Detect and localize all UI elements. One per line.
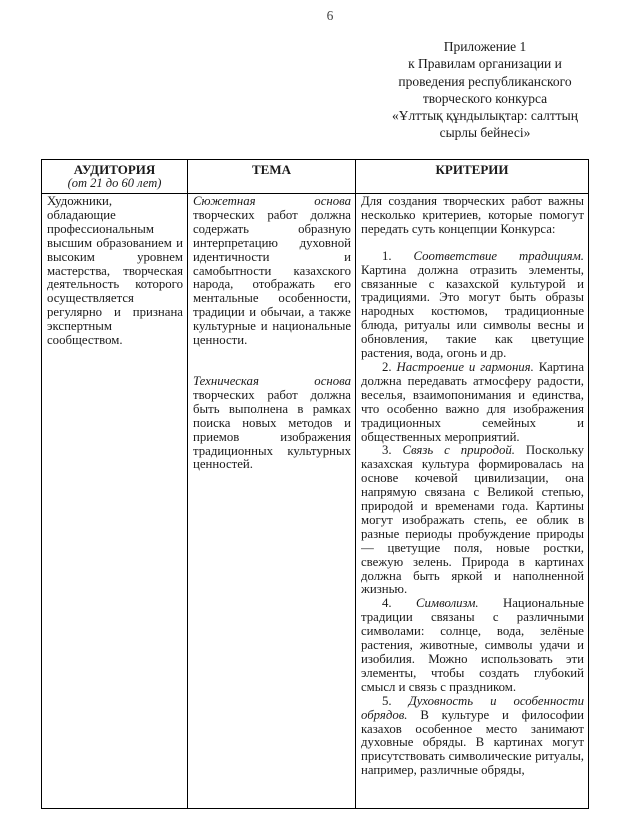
theme-paragraph-text: творческих работ должна быть выполнена в рамках поиска новых методов и приемов изображения традиционных культурных ценностей.	[193, 387, 351, 472]
criteria-cell-content	[361, 195, 584, 808]
criteria-intro: Для создания творческих работ важны несколько критериев, которые помогут передать суть концепции Конкурса:	[361, 195, 584, 236]
criteria-item-number: 4.	[382, 596, 392, 611]
criteria-item	[361, 695, 584, 778]
theme-paragraph-lead: Техническая основа	[193, 373, 351, 388]
appendix-line: к Правилам организации и	[408, 56, 562, 72]
column-header-criteria	[356, 160, 589, 194]
theme-paragraph-lead: Сюжетная основа	[193, 195, 351, 208]
audience-cell-content	[47, 195, 183, 808]
criteria-item-text: Поскольку казахская культура формировалась на основе кочевой цивилизации, она напрямую связана с Великой степью, природой и временами года. Картины могут изображать степь, ее облик в разные периоды пробуждение природы — цветущие поля, новые ростки, свежую зелень. Природа в картинах должна быть яркой и наполненной жизнью.	[361, 443, 584, 597]
criteria-item-lead: Символизм.	[416, 596, 479, 611]
criteria-item-text: В культуре и философии казахов особенное место занимают духовные обряды. В картинах могут присутствовать символические ритуалы, например, различные обряды,	[361, 707, 584, 778]
theme-cell	[188, 194, 356, 809]
criteria-item	[361, 361, 584, 444]
criteria-item	[361, 597, 584, 694]
criteria-item-lead: Настроение и гармония.	[396, 359, 534, 374]
criteria-cell	[356, 194, 589, 809]
theme-paragraph	[193, 375, 351, 472]
criteria-item	[361, 444, 584, 597]
column-header-title: АУДИТОРИЯ	[73, 162, 156, 177]
theme-cell-content	[193, 195, 351, 808]
audience-text: Художники, обладающие профессиональным высшим образованием и высоким уровнем мастерства, творческая деятельность которого осуществляется регулярно и признана экспертным сообществом.	[47, 195, 183, 348]
appendix-line: проведения республиканского	[398, 73, 572, 89]
contest-criteria-table	[41, 159, 589, 809]
criteria-item	[361, 250, 584, 361]
column-header-subtitle: (от 21 до 60 лет)	[67, 176, 162, 190]
criteria-item-lead: Духовность и особенности обрядов.	[361, 693, 584, 722]
column-header-theme	[188, 160, 356, 194]
table-body-row	[42, 194, 589, 809]
column-header-title: ТЕМА	[252, 162, 291, 177]
criteria-item-number: 2.	[382, 359, 392, 374]
criteria-item-number: 1.	[382, 248, 392, 263]
criteria-item-text: Картина должна передавать атмосферу радости, веселья, взаимопонимания и единства, что особенно важно для изображения традиционных семейных и общественных мероприятий.	[361, 359, 584, 444]
page-number: 6	[326, 8, 334, 23]
appendix-line: сырлы бейнесі»	[439, 125, 531, 141]
column-header-title: КРИТЕРИИ	[435, 162, 509, 177]
criteria-item-text: Национальные традиции связаны с различными символами: солнце, вода, зелёные растения, животные, символы удачи и изобилия. Можно использовать эти элементы, чтобы создать глубокий смысл и связь с праздником.	[361, 596, 584, 694]
criteria-item-lead: Соответствие традициям.	[413, 248, 584, 263]
theme-paragraph	[193, 195, 351, 348]
appendix-line: творческого конкурса	[422, 90, 548, 106]
criteria-items	[361, 250, 584, 778]
criteria-item-number: 3.	[382, 443, 392, 458]
column-header-audience	[42, 160, 188, 194]
appendix-heading	[372, 38, 598, 142]
appendix-line: «Ұлттық құндылықтар: салттың	[392, 108, 578, 124]
theme-paragraph-text: творческих работ должна содержать образную интерпретацию духовной идентичности и самобытности казахского народа, отображать его ментальные особенности, традиции и обычаи, а также культурные и национальные ценности.	[193, 207, 351, 348]
criteria-item-lead: Связь с природой.	[402, 443, 515, 458]
audience-cell	[42, 194, 188, 809]
criteria-item-number: 5.	[382, 693, 392, 708]
appendix-line: Приложение 1	[443, 39, 527, 54]
criteria-item-text: Картина должна отразить элементы, связанные с казахской культурой и традициями. Это могут быть образы народных костюмов, традиционные блюда, ритуалы или символы весны и обновления, такие как цветущие растения, вода, огонь и др.	[361, 262, 584, 361]
table-header-row	[42, 160, 589, 194]
